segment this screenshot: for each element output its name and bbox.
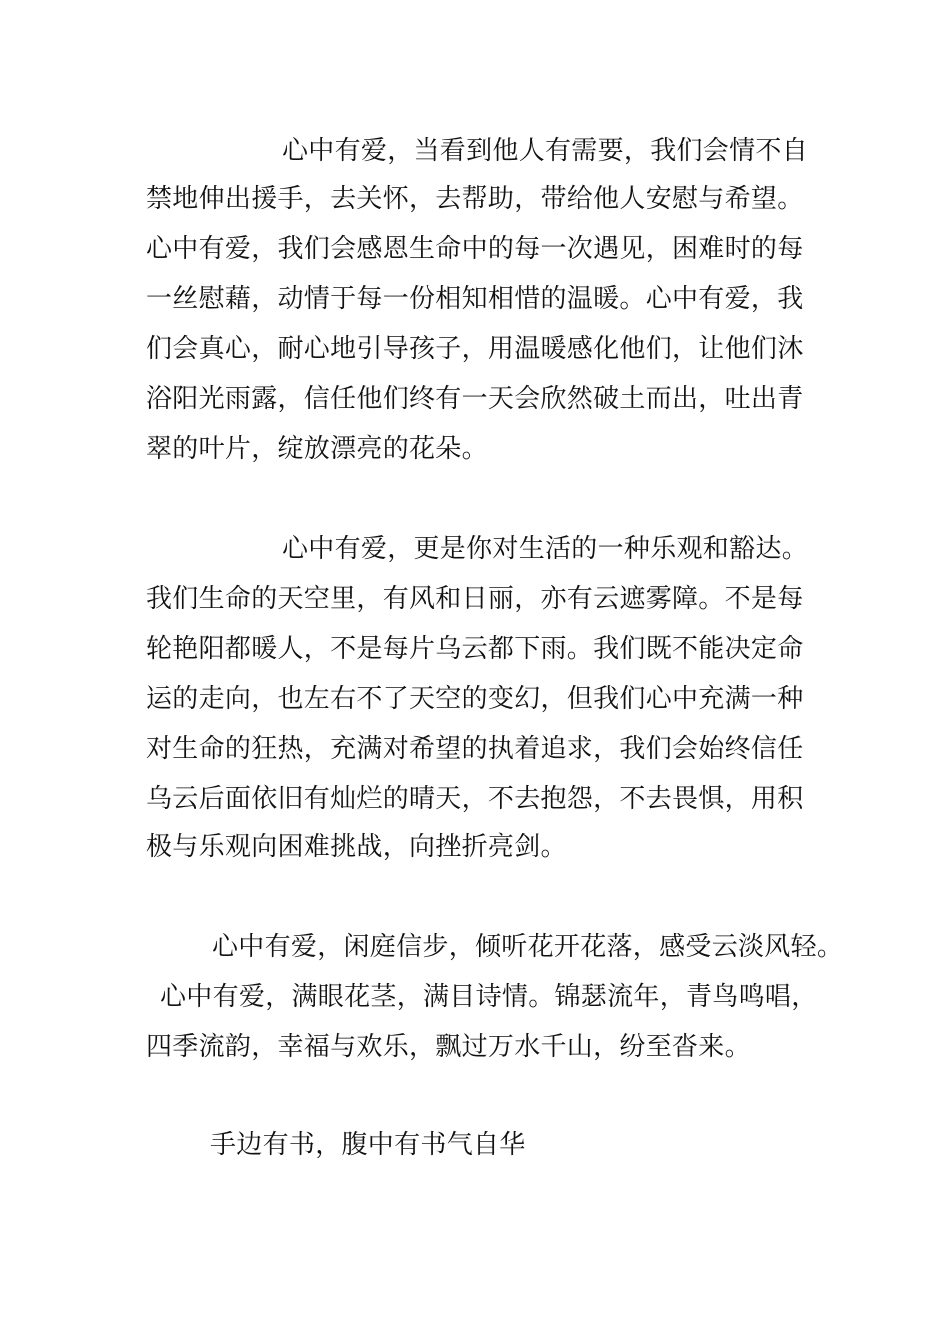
- text-line: 对生命的狂热，充满对希望的执着追求，我们会始终信任: [146, 734, 804, 764]
- text-line: 心中有爱，我们会感恩生命中的每一次遇见，困难时的每: [146, 234, 804, 264]
- text-line: 一丝慰藉，动情于每一份相知相惜的温暖。心中有爱，我: [146, 284, 804, 314]
- text-line: 心中有爱，闲庭信步，倾听花开花落，感受云淡风轻。: [212, 932, 844, 962]
- text-line: 心中有爱，当看到他人有需要，我们会情不自: [282, 136, 809, 166]
- text-line: 们会真心，耐心地引导孩子，用温暖感化他们，让他们沐: [146, 334, 804, 364]
- text-line: 浴阳光雨露，信任他们终有一天会欣然破土而出，吐出青: [146, 384, 804, 414]
- text-line: 心中有爱，满眼花茎，满目诗情。锦瑟流年，青鸟鸣唱，: [160, 982, 818, 1012]
- text-line: 禁地伸出援手，去关怀，去帮助，带给他人安慰与希望。: [146, 184, 804, 214]
- text-line: 极与乐观向困难挑战，向挫折亮剑。: [146, 832, 567, 862]
- text-line: 翠的叶片，绽放漂亮的花朵。: [146, 434, 488, 464]
- text-line: 轮艳阳都暖人，不是每片乌云都下雨。我们既不能决定命: [146, 634, 804, 664]
- text-line: 心中有爱，更是你对生活的一种乐观和豁达。: [282, 534, 809, 564]
- text-line: 我们生命的天空里，有风和日丽，亦有云遮雾障。不是每: [146, 584, 804, 614]
- text-line: 乌云后面依旧有灿烂的晴天，不去抱怨，不去畏惧，用积: [146, 784, 804, 814]
- text-line: 四季流韵，幸福与欢乐，飘过万水千山，纷至沓来。: [146, 1032, 751, 1062]
- text-line: 运的走向，也左右不了天空的变幻，但我们心中充满一种: [146, 684, 804, 714]
- section-heading: 手边有书，腹中有书气自华: [210, 1130, 526, 1160]
